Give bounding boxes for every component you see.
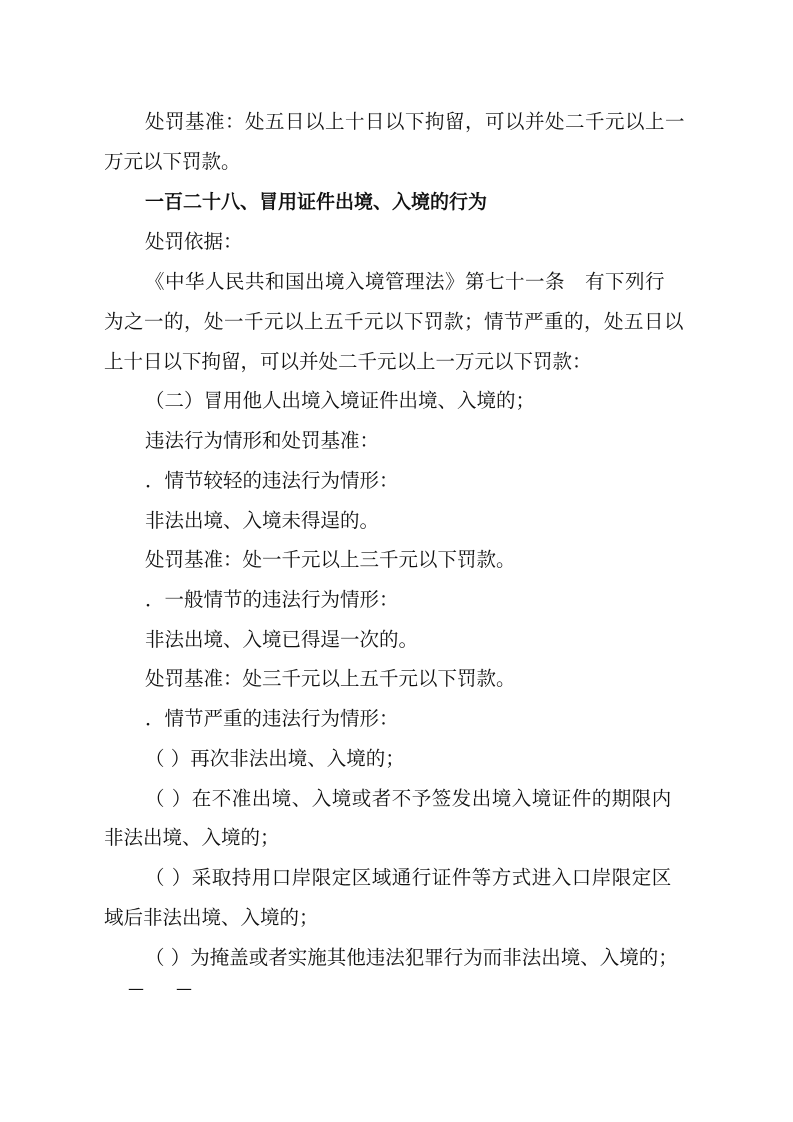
text-line: ．一般情节的违法行为情形： <box>145 588 399 611</box>
text-line: （ ）再次非法出境、入境的； <box>145 747 405 770</box>
text-line: 违法行为情形和处罚基准： <box>145 429 380 452</box>
text-line: 为之一的，处一千元以上五千元以下罚款；情节严重的，处五日以 <box>104 310 685 333</box>
text-line: ．情节较轻的违法行为情形： <box>145 469 399 492</box>
text-line: （ ）采取持用口岸限定区域通行证件等方式进入口岸限定区 <box>145 866 672 889</box>
text-line: 处罚依据： <box>145 230 243 253</box>
text-line: 非法出境、入境的； <box>104 826 280 849</box>
text-line: 处罚基准：处五日以上十日以下拘留，可以并处二千元以上一 <box>145 110 686 133</box>
text-line: 处罚基准：处一千元以上三千元以下罚款。 <box>145 548 516 571</box>
text-line: （ ）在不准出境、入境或者不予签发出境入境证件的期限内 <box>145 787 672 810</box>
text-line: 非法出境、入境未得逞的。 <box>145 509 380 532</box>
text-line: 万元以下罚款。 <box>104 150 241 173</box>
text-line: ．情节严重的违法行为情形： <box>145 707 399 730</box>
text-line: 域后非法出境、入境的； <box>104 906 319 929</box>
page-number: — — <box>128 979 193 998</box>
text-line: 《中华人民共和国出境入境管理法》第七十一条 有下列行 <box>145 270 666 293</box>
section-heading: 一百二十八、冒用证件出境、入境的行为 <box>145 191 488 213</box>
text-line: 非法出境、入境已得逞一次的。 <box>145 628 419 651</box>
text-line: （二）冒用他人出境入境证件出境、入境的； <box>145 389 536 412</box>
text-line: 上十日以下拘留，可以并处二千元以上一万元以下罚款： <box>104 350 592 373</box>
text-line: 处罚基准：处三千元以上五千元以下罚款。 <box>145 667 516 690</box>
text-line: （ ）为掩盖或者实施其他违法犯罪行为而非法出境、入境的； <box>145 946 678 969</box>
